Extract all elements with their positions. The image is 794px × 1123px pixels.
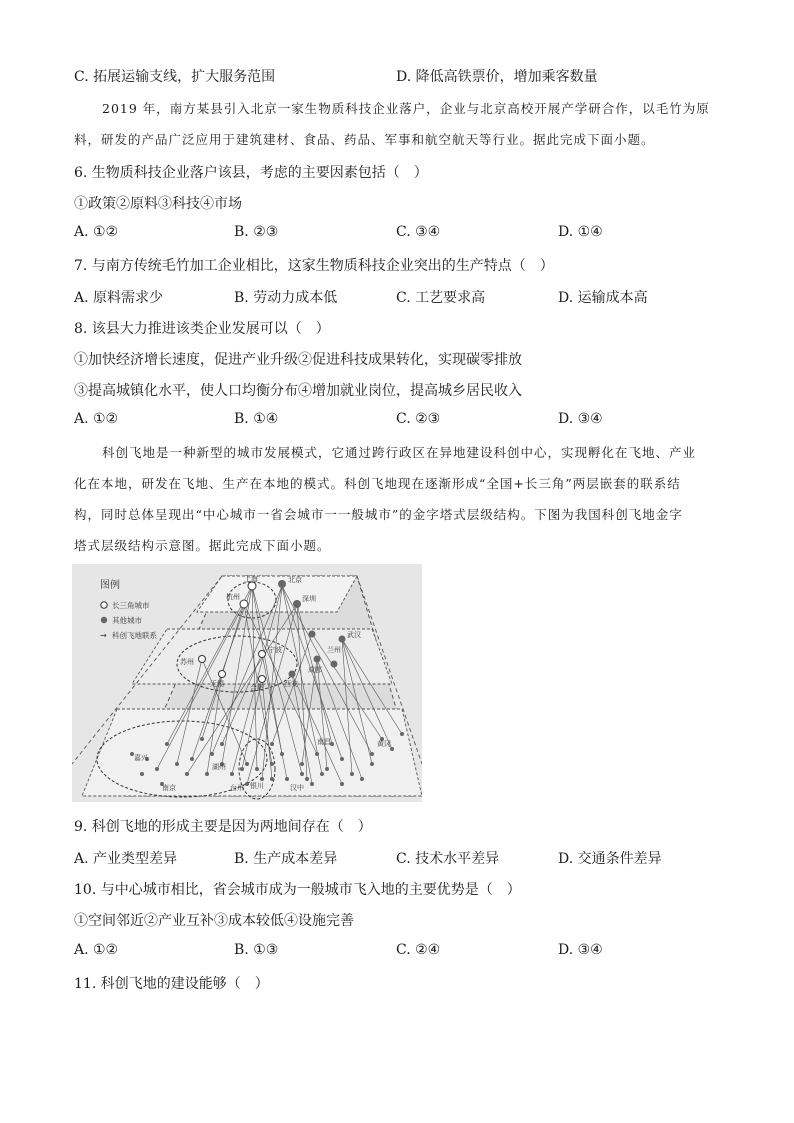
city-huzhou: 湖州 <box>212 763 226 771</box>
city-jiaxing: 嘉兴 <box>134 754 148 762</box>
city-chengdu: 成都 <box>308 666 322 674</box>
city-shenzhen: 深圳 <box>302 595 316 603</box>
city-lanzhou: 兰州 <box>327 646 341 654</box>
q6-option-a[interactable]: A. ①② <box>74 224 119 240</box>
q10-option-b[interactable]: B. ①③ <box>234 942 279 958</box>
city-nanjing: 南京 <box>162 784 176 792</box>
option-c-prev: C. 拓展运输支线，扩大服务范围 <box>74 69 276 85</box>
city-yinchuan: 银川 <box>250 782 264 790</box>
q7-option-c[interactable]: C. 工艺要求高 <box>396 290 486 306</box>
passage2-line1: 科创飞地是一种新型的城市发展模式，它通过跨行政区在异地建设科创中心，实现孵化在飞地、产业 <box>102 445 697 460</box>
q9-option-b[interactable]: B. 生产成本差异 <box>234 851 338 867</box>
legend-other-city: 其他城市 <box>112 616 142 625</box>
city-wuhan: 武汉 <box>347 631 361 639</box>
q10-stem: 10. 与中心城市相比，省会城市成为一般城市飞入地的主要优势是（ ） <box>74 882 521 898</box>
q9-stem: 9. 科创飞地的形成主要是因为两地间存在（ ） <box>74 819 372 835</box>
city-xian: 西安 <box>284 680 298 688</box>
q6-stem: 6. 生物质科技企业落户该县，考虑的主要因素包括（ ） <box>74 165 428 181</box>
q10-option-d[interactable]: D. ③④ <box>558 942 603 958</box>
q8-option-c[interactable]: C. ②③ <box>396 411 441 427</box>
passage1-line1: 2019 年，南方某县引入北京一家生物质科技企业落户，企业与北京高校开展产学研合作，以毛竹为原 <box>102 101 710 116</box>
q6-option-c[interactable]: C. ③④ <box>396 224 441 240</box>
city-shanghai: 上海 <box>244 575 258 583</box>
passage1-line2: 料，研发的产品广泛应用于建筑建材、食品、药品、军事和航空航天等行业。据此完成下面小题。 <box>74 132 655 147</box>
q10-option-c[interactable]: C. ②④ <box>396 942 441 958</box>
q9-option-c[interactable]: C. 技术水平差异 <box>396 851 500 867</box>
q10-option-a[interactable]: A. ①② <box>74 942 119 958</box>
city-wuxi: 无锡 <box>210 680 224 688</box>
legend-title: 图例 <box>100 580 120 591</box>
q6-items: ①政策②原料③科技④市场 <box>74 196 242 212</box>
q8-option-d[interactable]: D. ③④ <box>558 411 603 427</box>
city-suzhou: 苏州 <box>180 658 194 666</box>
option-d-prev: D. 降低高铁票价，增加乘客数量 <box>396 69 598 85</box>
city-hefei: 合肥 <box>250 684 264 692</box>
q8-option-a[interactable]: A. ①② <box>74 411 119 427</box>
city-beijing: 北京 <box>288 576 302 584</box>
pyramid-figure <box>72 564 422 802</box>
city-nanchang: 南昌 <box>317 738 331 746</box>
city-hanzhong: 汉中 <box>290 784 304 792</box>
svg-text:→: → <box>100 631 107 640</box>
q7-option-d[interactable]: D. 运输成本高 <box>558 290 648 306</box>
q10-items: ①空间邻近②产业互补③成本较低④设施完善 <box>74 913 354 929</box>
q6-option-b[interactable]: B. ②③ <box>234 224 279 240</box>
city-ningbo: 宁波 <box>268 646 282 654</box>
city-huanggang: 黄冈 <box>377 740 391 748</box>
q9-option-d[interactable]: D. 交通条件差异 <box>558 851 662 867</box>
q8-stem: 8. 该县大力推进该类企业发展可以（ ） <box>74 321 330 337</box>
passage2-line2: 化在本地，研发在飞地、生产在本地的模式。科创飞地现在逐渐形成“全国+长三角”两层嵌套的联系结 <box>74 476 681 491</box>
q7-option-b[interactable]: B. 劳动力成本低 <box>234 290 338 306</box>
city-hangzhou: 杭州 <box>226 593 240 601</box>
q6-option-d[interactable]: D. ①④ <box>558 224 603 240</box>
city-taizhou: 台州 <box>230 784 244 792</box>
legend-link: 科创飞地联系 <box>112 631 157 640</box>
q8-option-b[interactable]: B. ①④ <box>234 411 279 427</box>
passage2-line4: 塔式层级结构示意图。据此完成下面小题。 <box>74 538 331 553</box>
q11-stem: 11. 科创飞地的建设能够（ ） <box>74 976 269 992</box>
q7-option-a[interactable]: A. 原料需求少 <box>74 290 164 306</box>
q7-stem: 7. 与南方传统毛竹加工企业相比，这家生物质科技企业突出的生产特点（ ） <box>74 258 554 274</box>
q9-option-a[interactable]: A. 产业类型差异 <box>74 851 178 867</box>
legend-yrd-city: 长三角城市 <box>112 601 150 610</box>
passage2-line3: 构，同时总体呈现出“中心城市一省会城市一一般城市”的金字塔式层级结构。下图为我国科创飞地金字 <box>74 507 683 522</box>
q8-items-line1: ①加快经济增长速度，促进产业升级②促进科技成果转化，实现碳零排放 <box>74 352 522 368</box>
q8-items-line2: ③提高城镇化水平，使人口均衡分布④增加就业岗位，提高城乡居民收入 <box>74 383 522 399</box>
